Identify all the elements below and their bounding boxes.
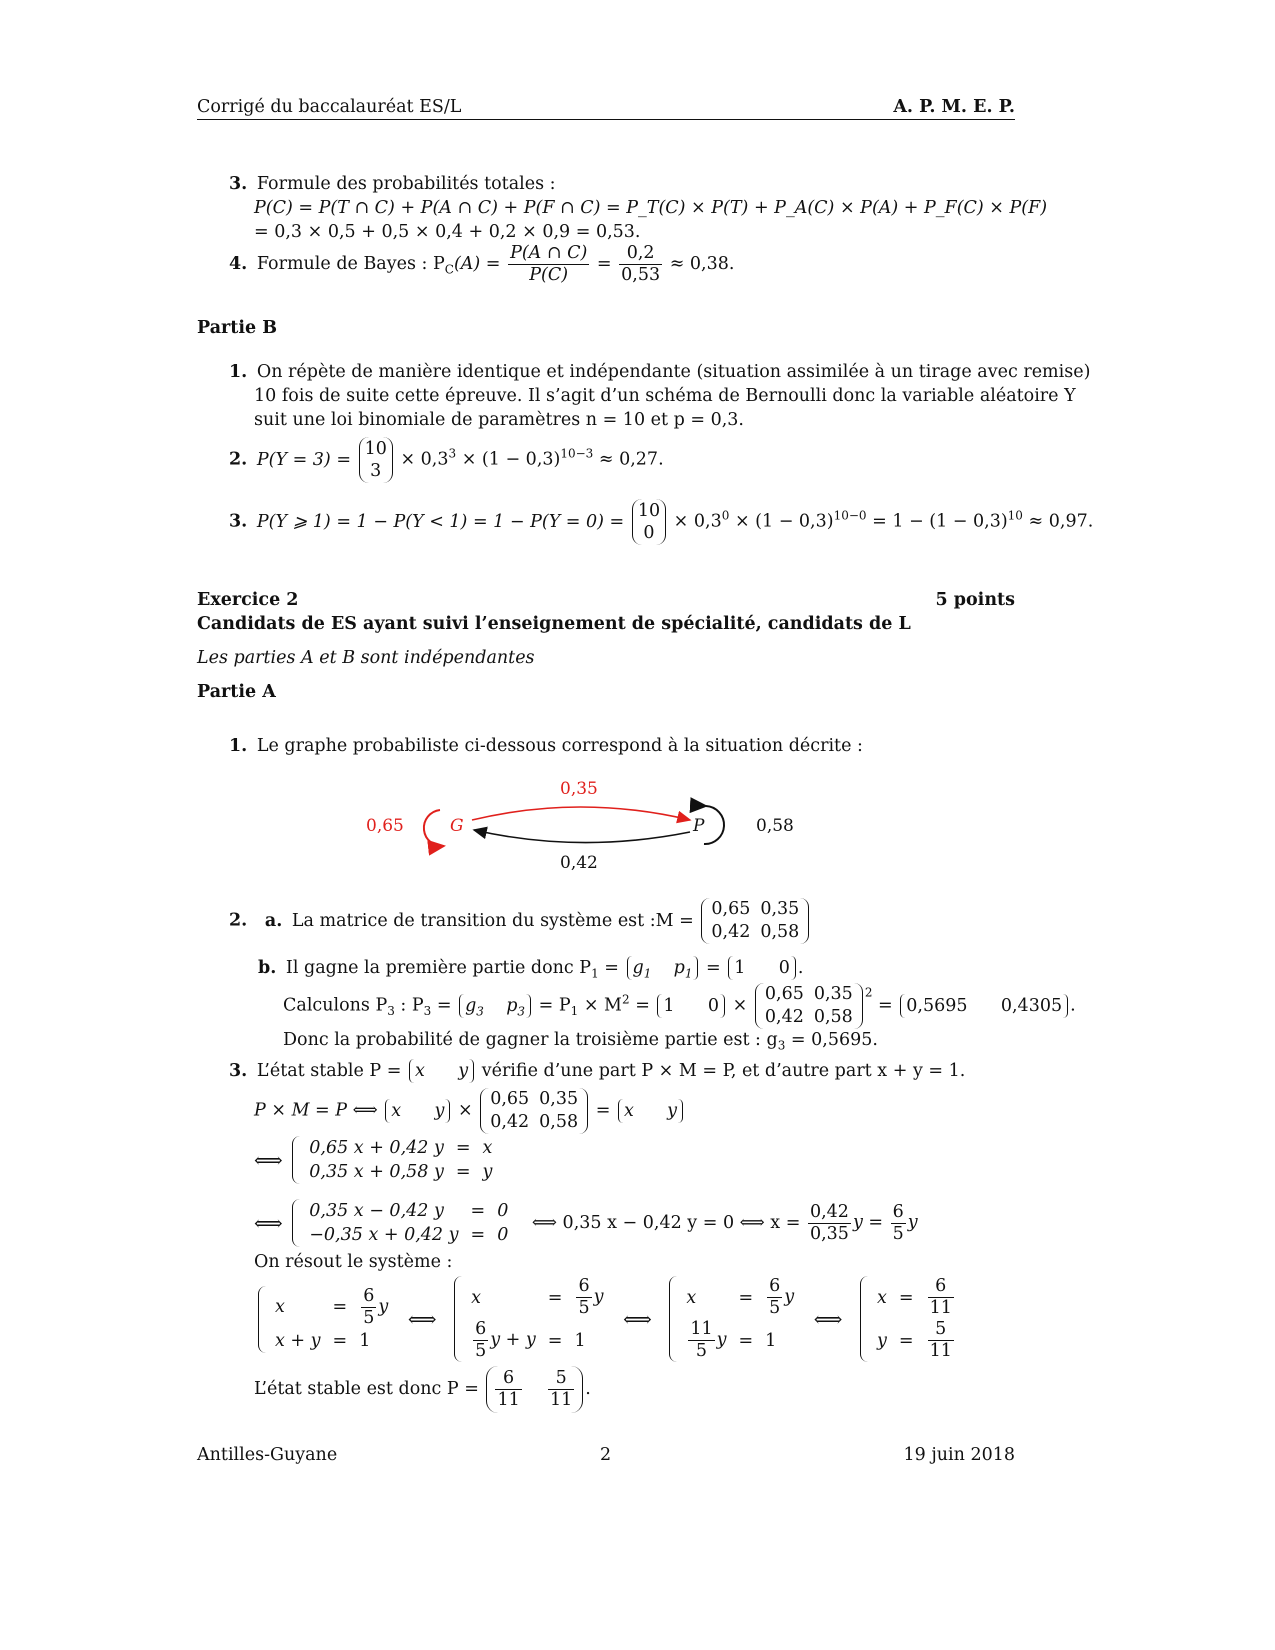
exercise-note: Les parties A et B sont indépendantes — [197, 648, 535, 668]
question-text: La matrice de transition du système est :M = — [291, 910, 694, 931]
question-3-intro — [229, 1059, 965, 1083]
exponent: 3 — [448, 446, 457, 461]
label-loop-g: 0,65 — [366, 816, 404, 836]
partie-b-title: Partie B — [197, 318, 277, 338]
text: = — [872, 995, 899, 1016]
page-number: 2 — [600, 1445, 612, 1465]
system-brace: x = $\frac{6}{5}$ y $\frac{11}{5}$ y = 1 — [669, 1276, 800, 1362]
item-number: 4. — [229, 254, 248, 274]
text: = — [700, 958, 727, 978]
formula-line: = 0,3 × 0,5 + 0,5 × 0,4 + 0,2 × 0,9 = 0,53. — [254, 222, 641, 242]
bayes-label: Formule de Bayes : P — [256, 254, 445, 274]
rhs: × (1 − 0,3) — [456, 449, 561, 470]
bayes-fraction: $\frac{P(A \cap C)}{P(C)}$ — [510, 243, 588, 285]
row-vector-result: 0,5695 0,4305 — [900, 994, 1068, 1018]
text: . — [797, 958, 804, 978]
question-1 — [229, 734, 863, 758]
footer-date: 19 juin 2018 — [903, 1445, 1015, 1465]
system-chain — [254, 1276, 962, 1362]
exercise-title: Exercice 2 — [197, 590, 299, 610]
binomial-coefficient: 10 3 — [359, 437, 393, 483]
text: Donc la probabilité de gagner la troisième partie est : g — [283, 1030, 778, 1050]
rhs: = 1 − (1 − 0,3) — [866, 511, 1008, 532]
equals: = — [596, 254, 612, 274]
bayes-lhs: (A) = — [453, 254, 501, 274]
text: × M — [578, 995, 622, 1016]
question-2b-line3 — [283, 1028, 878, 1052]
label-loop-p: 0,58 — [756, 816, 794, 836]
text: = — [431, 995, 458, 1016]
item-number: 1. — [229, 736, 248, 756]
item-label: Formule des probabilités totales : — [256, 174, 556, 194]
subscript: 3 — [423, 1004, 432, 1018]
question-2a — [229, 898, 811, 944]
item-number: 1. — [229, 362, 248, 382]
exponent: 10−3 — [560, 446, 594, 461]
prob-lhs: P(Y = 3) = — [256, 449, 351, 470]
text: = — [629, 995, 656, 1016]
label-g-to-p: 0,35 — [560, 779, 598, 799]
system-brace: x = $\frac{6}{5}$ y x + y = 1 — [258, 1286, 394, 1353]
partie-b-item-1 — [229, 360, 1090, 384]
transition-matrix: 0,65 0,35 0,42 0,58 — [480, 1088, 588, 1134]
fraction: $\frac{6}{5}$ — [892, 1201, 904, 1244]
transition-matrix: 0,65 0,35 0,42 0,58 — [701, 898, 809, 944]
node-p: P — [693, 816, 705, 836]
rhs: ≈ 0,97. — [1022, 511, 1094, 532]
rhs: ≈ 0,27. — [593, 449, 664, 470]
question-3-eq1 — [254, 1088, 685, 1134]
text-line: suit une loi binomiale de paramètres n = 10 et p = 0,3. — [254, 410, 744, 430]
text: = — [590, 1100, 616, 1121]
system-1 — [254, 1136, 498, 1184]
system-brace: 0,35 x − 0,42 y = 0 −0,35 x + 0,42 y = 0 — [292, 1199, 514, 1247]
header-left: Corrigé du baccalauréat ES/L — [197, 97, 462, 117]
bayes-result: ≈ 0,38. — [669, 254, 735, 274]
loop-g — [424, 810, 444, 846]
question-2b-line2 — [283, 983, 1076, 1029]
exercise-subtitle: Candidats de ES ayant suivi l’enseignement de spécialité, candidats de L — [197, 614, 911, 634]
text: y — [907, 1212, 918, 1233]
exponent: 2 — [864, 985, 873, 1000]
row-vector-init: 1 0 — [657, 994, 725, 1018]
text: P × M = P ⟺ — [254, 1100, 384, 1121]
bayes-fraction-values: $\frac{0,2}{0,53}$ — [621, 243, 661, 285]
question-text: Le graphe probabiliste ci-dessous correspond à la situation décrite : — [256, 736, 863, 756]
formula-line: P(C) = P(T ∩ C) + P(A ∩ C) + P(F ∩ C) = P_T(C) × P(T) + P_A(C) × P(A) + P_F(C) × P(F) — [254, 198, 1048, 218]
system-brace: x = $\frac{6}{5}$ y $\frac{6}{5}$ y + y = 1 — [454, 1276, 609, 1362]
text-line: On répète de manière identique et indépendante (situation assimilée à un tirage avec remise) — [256, 362, 1091, 382]
text: y = — [852, 1212, 884, 1233]
exponent: 10−0 — [833, 508, 867, 523]
rhs: × 0,3 — [673, 511, 722, 532]
text: . — [585, 1379, 591, 1399]
text: : P — [394, 995, 424, 1016]
equivalence: ⟺ — [407, 1307, 437, 1331]
text: vérifie d’une part P × M = P, et d’autre part x + y = 1. — [476, 1061, 966, 1081]
row-vector: $g_3$ $p_3$ — [459, 994, 531, 1018]
sub-item: b. — [258, 958, 277, 978]
row-vector-init: 1 0 — [728, 956, 796, 980]
solve-label: On résout le système : — [254, 1252, 453, 1272]
equivalence: ⟺ — [623, 1307, 652, 1331]
partie-b-item-3 — [229, 499, 1093, 545]
edge-p-to-g — [474, 830, 690, 843]
system-brace: x = $\frac{6}{11}$ y = $\frac{5}{11}$ — [860, 1276, 962, 1362]
text-line: 10 fois de suite cette épreuve. Il s’agit d’un schéma de Bernoulli donc la variable aléatoire Y — [254, 386, 1076, 406]
item-number: 3. — [229, 174, 248, 194]
row-vector-xy: x y — [409, 1059, 474, 1083]
stable-state-vector: $\frac{6}{11}$ $\frac{5}{11}$ — [486, 1366, 583, 1413]
text: L’état stable P = — [256, 1061, 407, 1081]
stable-state — [254, 1366, 591, 1413]
item-number: 3. — [229, 511, 248, 532]
text: L’état stable est donc P = — [254, 1379, 479, 1399]
sub-item: a. — [264, 910, 283, 931]
subscript: 1 — [591, 966, 599, 981]
loop-p — [704, 806, 724, 844]
text: × — [452, 1100, 479, 1121]
probabilistic-graph — [350, 770, 810, 880]
exercise-points: 5 points — [935, 590, 1015, 610]
equivalence: ⟺ — [254, 1211, 283, 1235]
fraction: $\frac{0,42}{0,35}$ — [809, 1201, 849, 1244]
text: Calculons P — [283, 995, 388, 1016]
exponent: 10 — [1007, 508, 1023, 523]
item-number: 3. — [229, 1061, 248, 1081]
bayes-sub: C — [444, 262, 454, 277]
subscript: 3 — [777, 1038, 786, 1053]
partie-a-title: Partie A — [197, 682, 276, 702]
text: Il gagne la première partie donc P — [285, 958, 592, 978]
transition-matrix: 0,65 0,35 0,42 0,58 — [755, 983, 863, 1029]
item-number: 2. — [229, 449, 248, 470]
node-g: G — [450, 816, 464, 836]
text: = P — [533, 995, 571, 1016]
text: . — [1070, 995, 1076, 1016]
row-vector-xy: x y — [385, 1099, 450, 1123]
equivalence: ⟺ — [813, 1307, 843, 1331]
edge-g-to-p — [472, 807, 690, 820]
label-p-to-g: 0,42 — [560, 853, 598, 873]
row-vector-xy: x y — [618, 1099, 683, 1123]
rhs: × (1 − 0,3) — [729, 511, 834, 532]
subscript: 3 — [387, 1004, 395, 1018]
text: × — [727, 995, 753, 1016]
header-right: A. P. M. E. P. — [893, 97, 1015, 117]
row-vector: $g_1$ $p_1$ — [627, 956, 699, 980]
footer-left: Antilles-Guyane — [197, 1445, 338, 1465]
text: = 0,5695. — [785, 1030, 878, 1050]
prob-lhs: P(Y ⩾ 1) = 1 − P(Y < 1) = 1 − P(Y = 0) = — [256, 511, 625, 532]
header-rule — [197, 119, 1015, 120]
partie-b-item-2 — [229, 437, 664, 483]
item-3-totales — [229, 172, 556, 196]
text: = — [598, 958, 625, 978]
item-4-bayes — [229, 243, 734, 286]
text: ⟺ 0,35 x − 0,42 y = 0 ⟺ x = — [531, 1212, 801, 1233]
question-2b-line1 — [258, 956, 804, 980]
system-2 — [254, 1199, 918, 1247]
rhs: × 0,3 — [400, 449, 449, 470]
subscript: 1 — [570, 1004, 579, 1018]
exponent: 0 — [721, 508, 730, 523]
item-number: 2. — [229, 910, 248, 931]
equivalence: ⟺ — [254, 1148, 283, 1172]
binomial-coefficient: 10 0 — [632, 499, 666, 545]
exponent: 2 — [621, 992, 630, 1007]
system-brace: 0,65 x + 0,42 y = x 0,35 x + 0,58 y = y — [292, 1136, 498, 1184]
